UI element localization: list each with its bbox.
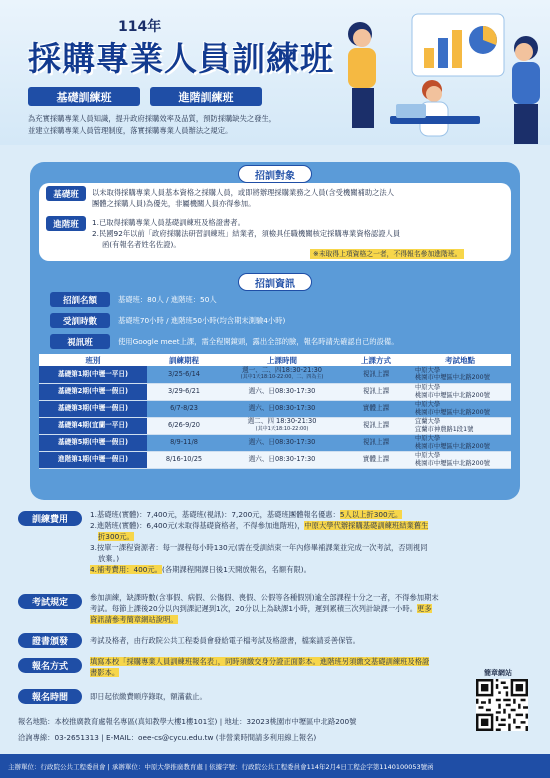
mode-cell: 視訊上課	[343, 366, 409, 383]
basic-class-tag: 基礎班	[46, 186, 86, 201]
exam-text: 參加訓練，缺課時數(含事假、病假、公傷假、喪假、公假等各種假別)逾全部課程十分之一者，不得參加期末 考試。每節上課後20分以內到課記遲到1次，20分以上為缺課1小時，遲到累積三次列計缺課一小時。更多 資訊請參考簡章網站說明。	[90, 593, 439, 624]
column-header: 上課時間	[221, 354, 343, 366]
fees-tag: 訓練費用	[18, 511, 82, 526]
time-cell: 週一、二、四18:30-21:30 (其中1天18:10-22:00，二、四為主)	[221, 366, 343, 383]
target-heading: 招訓對象	[238, 165, 312, 183]
mode-cell: 視訊上課	[343, 383, 409, 400]
column-header: 訓練期程	[147, 354, 221, 366]
class-cell: 基礎第1期(中壢一平日)	[39, 366, 147, 383]
video-class-text: 使用Google meet上課，需全程開鏡頭，露出全部的臉，報名時請先確認自己的設備。	[118, 337, 399, 346]
page-title: 採購專業人員訓練班	[28, 39, 334, 78]
footer-bar: 主辦單位：行政院公共工程委員會 | 承辦單位：中原大學推廣教育處 | 依據字號：行政院公共工程委員會114年2月4日工程企字第1140100053號函	[0, 754, 550, 778]
period-cell: 8/16-10/25	[147, 451, 221, 468]
advanced-course-pill: 進階訓練班	[150, 87, 262, 106]
table-row	[39, 366, 511, 383]
table-row	[39, 451, 511, 468]
people-illustration	[320, 4, 548, 154]
fees-text: 1.基礎班(實體)：7,400元，基礎班(視訊)：7,200元，基礎班團體報名優惠：5人以上折300元。 2.進階班(實體)：6,400元(未取得基礎資格者，不得參加進階班)，中原大學代辦採購基礎訓練班結業舊生 折300元。 3.按單一課程資源者：每一課程每小時130元(需在受訓結束一年內修畢補課業並完成一次考試，否則視同 放棄。) 4.補考費用：400元。(各期課程開課日後1天開放報名，名額有限)。	[90, 510, 429, 574]
cert-text: 考試及格者，由行政院公共工程委員會發給電子檔考試及格證書，檔案請妥善保管。	[90, 636, 360, 645]
basic-course-pill: 基礎訓練班	[28, 87, 140, 106]
time-cell: 週六、日08:30-17:30	[221, 434, 343, 451]
table-row	[39, 434, 511, 451]
location-cell: 中原大學 桃園市中壢區中北路200號	[409, 366, 511, 383]
info-heading: 招訓資訊	[238, 273, 312, 291]
period-cell: 8/9-11/8	[147, 434, 221, 451]
mode-cell: 視訊上課	[343, 417, 409, 434]
mode-cell: 實體上課	[343, 451, 409, 468]
signup-tag: 報名方式	[18, 658, 82, 673]
qr-label: 簡章網站	[484, 669, 512, 677]
advanced-class-tag: 進階班	[46, 216, 86, 231]
schedule-table	[39, 354, 511, 469]
hours-tag: 受訓時數	[50, 313, 110, 328]
exam-tag: 考試規定	[18, 594, 82, 609]
table-row	[39, 400, 511, 417]
column-header: 考試地點	[409, 354, 511, 366]
signup-time-tag: 報名時間	[18, 689, 82, 704]
signup-time-text: 即日起依繳費順序錄取，額滿截止。	[90, 692, 207, 701]
intro-text: 為充實採購專業人員知識，提升政府採購效率及品質，預防採購缺失之發生， 並建立採購專業人員管理制度，落實採購專業人員辦法之規定。	[28, 114, 277, 135]
contact-line-1: 報名地點：本校推廣教育處報名專區(真知教學大樓1樓101室) | 地址：32023桃園市中壢區中北路200號	[18, 717, 357, 726]
signup-text: 填寫本校「採購專業人員訓練班報名表」，同時須繳交身分證正面影本。進階班另須繳交基礎訓練班及格證 書影本。	[90, 657, 430, 677]
location-cell: 中原大學 桃園市中壢區中北路200號	[409, 400, 511, 417]
class-cell: 基礎第4期(宜蘭一平日)	[39, 417, 147, 434]
location-cell: 宜蘭大學 宜蘭市神農路1段1號	[409, 417, 511, 434]
time-cell: 週六、日08:30-17:30	[221, 383, 343, 400]
quota-text: 基礎班：80人 / 進階班：50人	[118, 295, 217, 304]
table-row	[39, 417, 511, 434]
qr-code-icon[interactable]	[476, 679, 528, 731]
time-cell: 週六、日08:30-17:30	[221, 400, 343, 417]
advanced-target-text: 1.已取得採購專業人員基礎訓練班及格證書者。 2.民國92年以前「政府採購法研習訓練班」結業者，須檢具任職機關核定採購專業資格認證人員 函(有報名者姓名佐證)。	[92, 218, 401, 249]
period-cell: 3/29-6/21	[147, 383, 221, 400]
class-cell: 基礎第3期(中壢一假日)	[39, 400, 147, 417]
class-cell: 基礎第5期(中壢一假日)	[39, 434, 147, 451]
basic-target-text: 以未取得採購專業人員基本資格之採購人員，或即將辦理採購業務之人員(含受機關補助之法人 團體之採購人員)為優先，非屬機關人員亦得參加。	[92, 188, 395, 208]
class-cell: 進階第1期(中壢一假日)	[39, 451, 147, 468]
time-cell: 週六、日08:30-17:30	[221, 451, 343, 468]
class-cell: 基礎第2期(中壢一假日)	[39, 383, 147, 400]
location-cell: 中原大學 桃園市中壢區中北路200號	[409, 383, 511, 400]
contact-line-2: 洽詢專線：03-2651313 | E-MAIL：oee-cs@cycu.edu.tw (非營業時間請多利用線上報名)	[18, 733, 317, 742]
quota-tag: 招訓名額	[50, 292, 110, 307]
period-cell: 6/26-9/20	[147, 417, 221, 434]
location-cell: 中原大學 桃園市中壢區中北路200號	[409, 451, 511, 468]
advanced-note: ※未取得上項資格之一者，不得報名參加進階班。	[310, 248, 464, 260]
location-cell: 中原大學 桃園市中壢區中北路200號	[409, 434, 511, 451]
table-row	[39, 383, 511, 400]
column-header: 上課方式	[343, 354, 409, 366]
mode-cell: 視訊上課	[343, 434, 409, 451]
schedule-header-row	[39, 354, 511, 366]
time-cell: 週二、四 18:30-21:30 (其中1天18:10-22:00)	[221, 417, 343, 434]
period-cell: 6/7-8/23	[147, 400, 221, 417]
year-label: 114年	[118, 19, 162, 35]
hours-text: 基礎班70小時 / 進階班50小時(均含期末測驗4小時)	[118, 316, 286, 325]
cert-tag: 證書頒發	[18, 633, 82, 648]
period-cell: 3/25-6/14	[147, 366, 221, 383]
video-class-tag: 視訊班	[50, 334, 110, 349]
column-header: 班別	[39, 354, 147, 366]
mode-cell: 實體上課	[343, 400, 409, 417]
